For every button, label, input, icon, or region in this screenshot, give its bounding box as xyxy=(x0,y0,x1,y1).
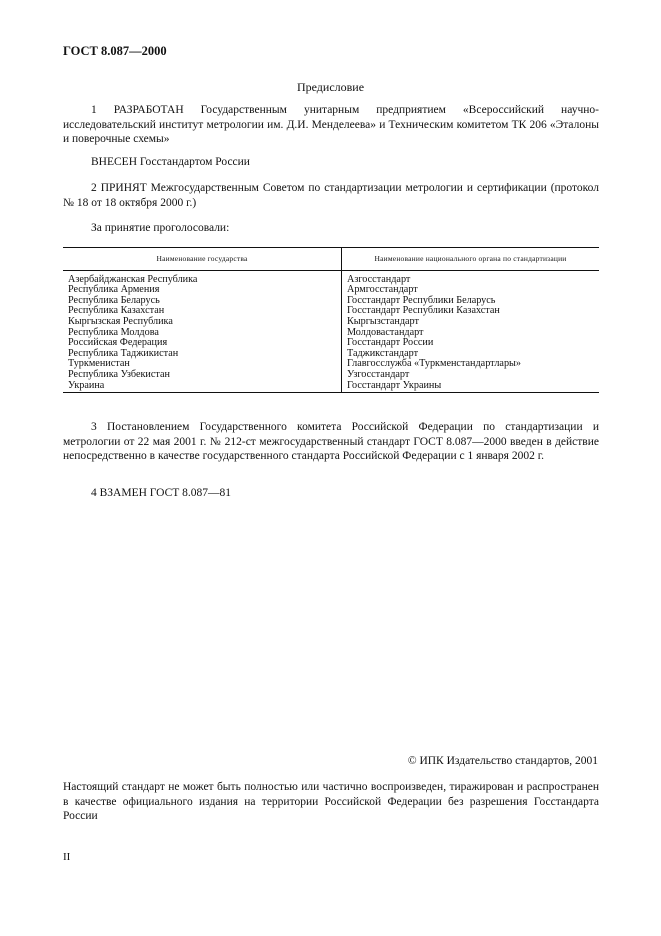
paragraph-introduced-text: ВНЕСЕН Госстандартом России xyxy=(91,156,250,168)
standards-body-cell: Азгосстандарт xyxy=(347,273,411,285)
state-name-cell: Республика Молдова xyxy=(63,328,342,339)
paragraph-replaces xyxy=(63,486,599,501)
standards-body-cell: Узгосстандарт xyxy=(347,368,410,380)
table-row xyxy=(63,381,599,393)
reproduction-note-text: Настоящий стандарт не может быть полностью или частично воспроизведен, тиражирован и распространен в качестве официального издания на территории Российской Федерации без разрешения Госстандарта России xyxy=(63,781,599,822)
state-name-cell: Республика Беларусь xyxy=(63,296,342,307)
page-number: II xyxy=(63,851,71,863)
paragraph-developed-text: 1 РАЗРАБОТАН Государственным унитарным предприятием «Всероссийский научно-исследовательский институт метрологии им. Д.И. Менделеева» и Техническим комитетом ТК 206 «Эталоны и поверочные схемы» xyxy=(63,104,599,145)
state-name-cell: Украина xyxy=(63,381,342,393)
standards-body-cell: Молдовастандарт xyxy=(347,326,424,338)
standards-body-cell: Кыргызстандарт xyxy=(347,315,419,327)
state-name-cell: Республика Узбекистан xyxy=(63,370,342,381)
state-name-cell: Республика Армения xyxy=(63,285,342,296)
paragraph-decree xyxy=(63,420,599,464)
paragraph-adopted-text: 2 ПРИНЯТ Межгосударственным Советом по стандартизации метрологии и сертификации (протокол № 18 от 18 октября 2000 г.) xyxy=(63,182,599,209)
standards-body-cell: Армгосстандарт xyxy=(347,284,418,296)
standards-body-cell: Госстандарт Украины xyxy=(342,381,600,393)
column-header-body: Наименование национального органа по стандартизации xyxy=(342,248,600,271)
table-row xyxy=(63,370,599,381)
state-name-cell: Кыргызская Республика xyxy=(63,317,342,328)
paragraph-voted-text: За принятие проголосовали: xyxy=(91,222,230,234)
paragraph-voted xyxy=(63,221,599,236)
paragraph-replaces-text: 4 ВЗАМЕН ГОСТ 8.087—81 xyxy=(91,487,232,499)
paragraph-introduced xyxy=(63,155,599,170)
table-row xyxy=(63,270,599,285)
copyright-line: © ИПК Издательство стандартов, 2001 xyxy=(407,755,598,767)
state-name-cell: Республика Казахстан xyxy=(63,306,342,317)
paragraph-adopted xyxy=(63,181,599,210)
standards-body-cell: Главгосслужба «Туркменстандартлары» xyxy=(347,358,521,370)
table-body xyxy=(63,270,599,393)
table-row xyxy=(63,317,599,328)
reproduction-note xyxy=(63,780,599,824)
standard-code: ГОСТ 8.087—2000 xyxy=(63,44,167,58)
standards-body-cell: Госстандарт Республики Беларусь xyxy=(347,294,496,306)
paragraph-developed xyxy=(63,103,599,147)
standards-body-cell: Госстандарт России xyxy=(347,337,434,349)
state-name-cell: Республика Таджикистан xyxy=(63,349,342,360)
column-header-state: Наименование государства xyxy=(63,248,342,271)
state-name-cell: Российская Федерация xyxy=(63,338,342,349)
state-name-cell: Туркменистан xyxy=(63,359,342,370)
state-name-cell: Азербайджанская Республика xyxy=(63,270,342,285)
standards-body-cell: Госстандарт Республики Казахстан xyxy=(347,305,500,317)
table-header-row xyxy=(63,248,599,271)
voting-states-table xyxy=(63,247,599,393)
standards-body-cell: Таджикстандарт xyxy=(347,347,419,359)
section-title: Предисловие xyxy=(296,80,365,94)
paragraph-decree-text: 3 Постановлением Государственного комитета Российской Федерации по стандартизации и метрологии от 22 мая 2001 г. № 212-ст межгосударственный стандарт ГОСТ 8.087—2000 введен в действие непосредственно в качестве государственного стандарта Российской Федерации с 1 января 2002 г. xyxy=(63,421,599,462)
